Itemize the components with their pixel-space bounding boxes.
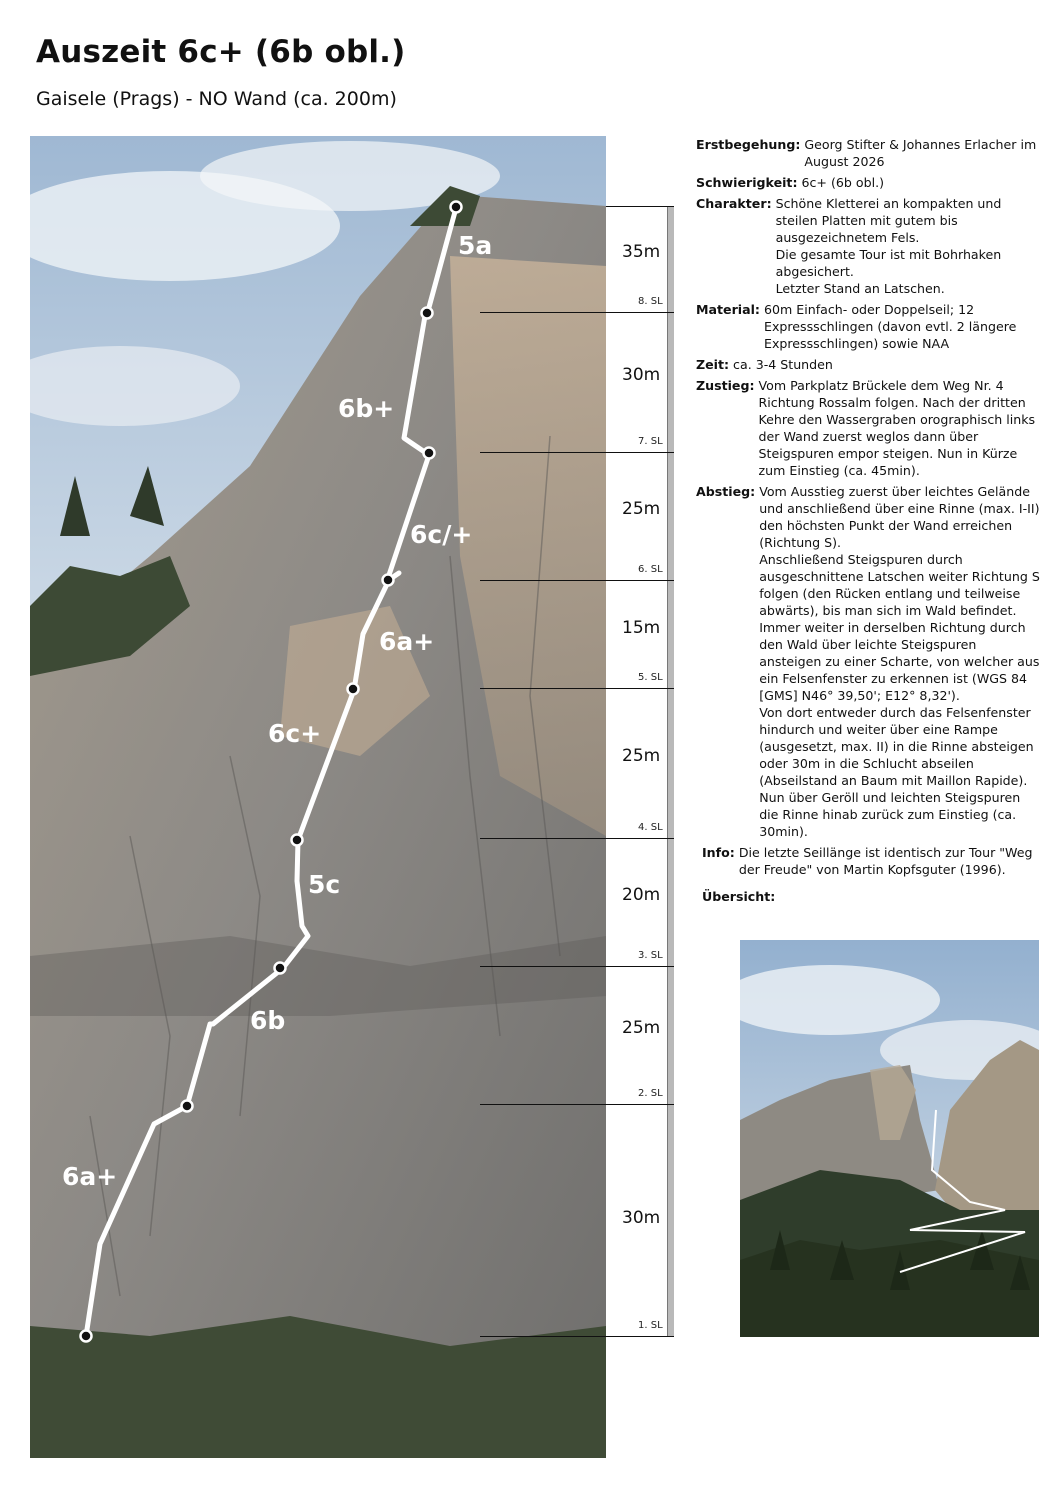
belay-marker: [292, 835, 303, 846]
topo-photo: [30, 136, 606, 1458]
info-note: [702, 844, 1041, 878]
pitch-number: 2. SL: [638, 1088, 663, 1099]
overview-heading: Übersicht:: [702, 889, 776, 904]
info-value: 6c+ (6b obl.): [801, 175, 885, 190]
pitch-number: 1. SL: [638, 1320, 663, 1331]
info-value: Georg Stifter & Johannes Erlacher im August 2026: [804, 137, 1037, 169]
info-value: Die letzte Seillänge ist identisch zur Tour "Weg der Freude" von Martin Kopfsguter (1996).: [738, 845, 1033, 877]
pitch-cell: [606, 838, 673, 966]
belay-marker: [424, 448, 435, 459]
info-paragraph: Schöne Kletterei an kompakten und steilen Platten mit gutem bis ausgezeichnetem Fels.: [775, 196, 1002, 245]
pitch-grade-8: 5a: [458, 231, 493, 260]
page-title: Auszeit 6c+ (6b obl.): [36, 34, 406, 70]
pitch-grade-2: 6b: [250, 1006, 286, 1035]
pitch-cell: [606, 966, 673, 1104]
pitch-number: 7. SL: [638, 436, 663, 447]
pitch-number: 8. SL: [638, 296, 663, 307]
pitch-divider: [480, 1336, 674, 1337]
belay-marker: [348, 684, 359, 695]
info-schwierigkeit: [696, 174, 1041, 191]
pitch-number: 6. SL: [638, 564, 663, 575]
pitch-length-scale: [606, 196, 682, 1340]
info-charakter: [696, 195, 1041, 297]
info-paragraph: Anschließend Steigspuren durch ausgeschnittene Latschen weiter Richtung S folgen (den Rücken entlang und teilweise abwärts), bis man sich im Wald befindet.: [759, 552, 1040, 618]
info-erstbegehung: [696, 136, 1041, 170]
info-value: [776, 195, 1041, 297]
pitch-cell: [606, 312, 673, 452]
belay-marker: [275, 963, 286, 974]
info-material: [696, 301, 1041, 352]
info-paragraph: Letzter Stand an Latschen.: [775, 281, 945, 296]
info-key: Charakter:: [696, 196, 772, 211]
belay-marker: [383, 575, 394, 586]
info-zeit: [696, 356, 1041, 373]
info-paragraph: Vom Ausstieg zuerst über leichtes Gelände und anschließend über eine Rinne (max. I-II) den höchsten Punkt der Wand erreichen (Richtung S).: [759, 484, 1040, 550]
info-paragraph: Immer weiter in derselben Richtung durch den Wald über leichte Steigspuren ansteigen zu einer Scharte, von welcher aus ein Felsenfenster zu erkennen ist (WGS 84 [GMS] N46° 39,50'; E12° 8,32').: [759, 620, 1040, 703]
overview-photo: [740, 940, 1039, 1337]
page-subtitle: Gaisele (Prags) - NO Wand (ca. 200m): [36, 88, 397, 110]
info-value: ca. 3-4 Stunden: [733, 357, 833, 372]
pitch-number: 3. SL: [638, 950, 663, 961]
pitch-grade-4: 6c+: [268, 719, 322, 748]
info-paragraph: Nun über Geröll und leichten Steigspuren die Rinne hinab zurück zum Einstieg (ca. 30min).: [759, 790, 1021, 839]
pitch-length: 20m: [622, 885, 661, 905]
belay-marker: [182, 1101, 193, 1112]
belay-marker: [81, 1331, 92, 1342]
info-zustieg: [696, 377, 1041, 479]
pitch-number: 4. SL: [638, 822, 663, 833]
pitch-grade-1: 6a+: [62, 1162, 118, 1191]
belay-marker: [422, 308, 433, 319]
info-value: Vom Parkplatz Brückele dem Weg Nr. 4 Richtung Rossalm folgen. Nach der dritten Kehre den Wassergraben orographisch links der Wand zuerst weglos dann über Steigspuren empor steigen. Nun in Kürze zum Einstieg (ca. 45min).: [758, 378, 1036, 478]
info-paragraph: Von dort entweder durch das Felsenfenster hindurch und weiter über eine Rampe (ausgesetzt, max. II) in die Rinne absteigen oder 30m in die Schlucht abseilen (Abseilstand an Baum mit Maillon Rapide).: [759, 705, 1034, 788]
pitch-number: 5. SL: [638, 672, 663, 683]
info-key: Zustieg:: [696, 378, 755, 393]
pitch-grade-6: 6c/+: [410, 520, 473, 549]
info-value: 60m Einfach- oder Doppelseil; 12 Expressschlingen (davon evtl. 2 längere Expressschlingen) sowie NAA: [763, 302, 1017, 351]
info-key: Schwierigkeit:: [696, 175, 798, 190]
pitch-grade-7: 6b+: [338, 394, 395, 423]
pitch-length: 25m: [622, 1018, 661, 1038]
pitch-cell: [606, 580, 673, 688]
overview-illustration: [740, 940, 1039, 1337]
pitch-length: 15m: [622, 618, 661, 638]
pitch-cell: [606, 1104, 673, 1336]
pitch-cell: [606, 206, 673, 312]
pitch-length: 35m: [622, 242, 661, 262]
pitch-cell: [606, 688, 673, 838]
info-key: Material:: [696, 302, 760, 317]
pitch-length: 30m: [622, 1208, 661, 1228]
info-key: Erstbegehung:: [696, 137, 801, 152]
info-key: Zeit:: [696, 357, 730, 372]
pitch-cell: [606, 452, 673, 580]
route-overlay: [30, 136, 606, 1458]
pitch-grade-3: 5c: [308, 870, 341, 899]
pitch-length: 25m: [622, 746, 661, 766]
route-line: [86, 208, 456, 1336]
info-key: Abstieg:: [696, 484, 756, 499]
pitch-length: 30m: [622, 365, 661, 385]
pitch-grade-5: 6a+: [379, 627, 435, 656]
info-paragraph: Die gesamte Tour ist mit Bohrhaken abgesichert.: [775, 247, 1002, 279]
route-info: [696, 136, 1041, 905]
info-value: [759, 483, 1041, 840]
belay-marker: [451, 202, 462, 213]
pitch-length: 25m: [622, 499, 661, 519]
info-abstieg: [696, 483, 1041, 840]
info-key: Info:: [702, 845, 735, 860]
